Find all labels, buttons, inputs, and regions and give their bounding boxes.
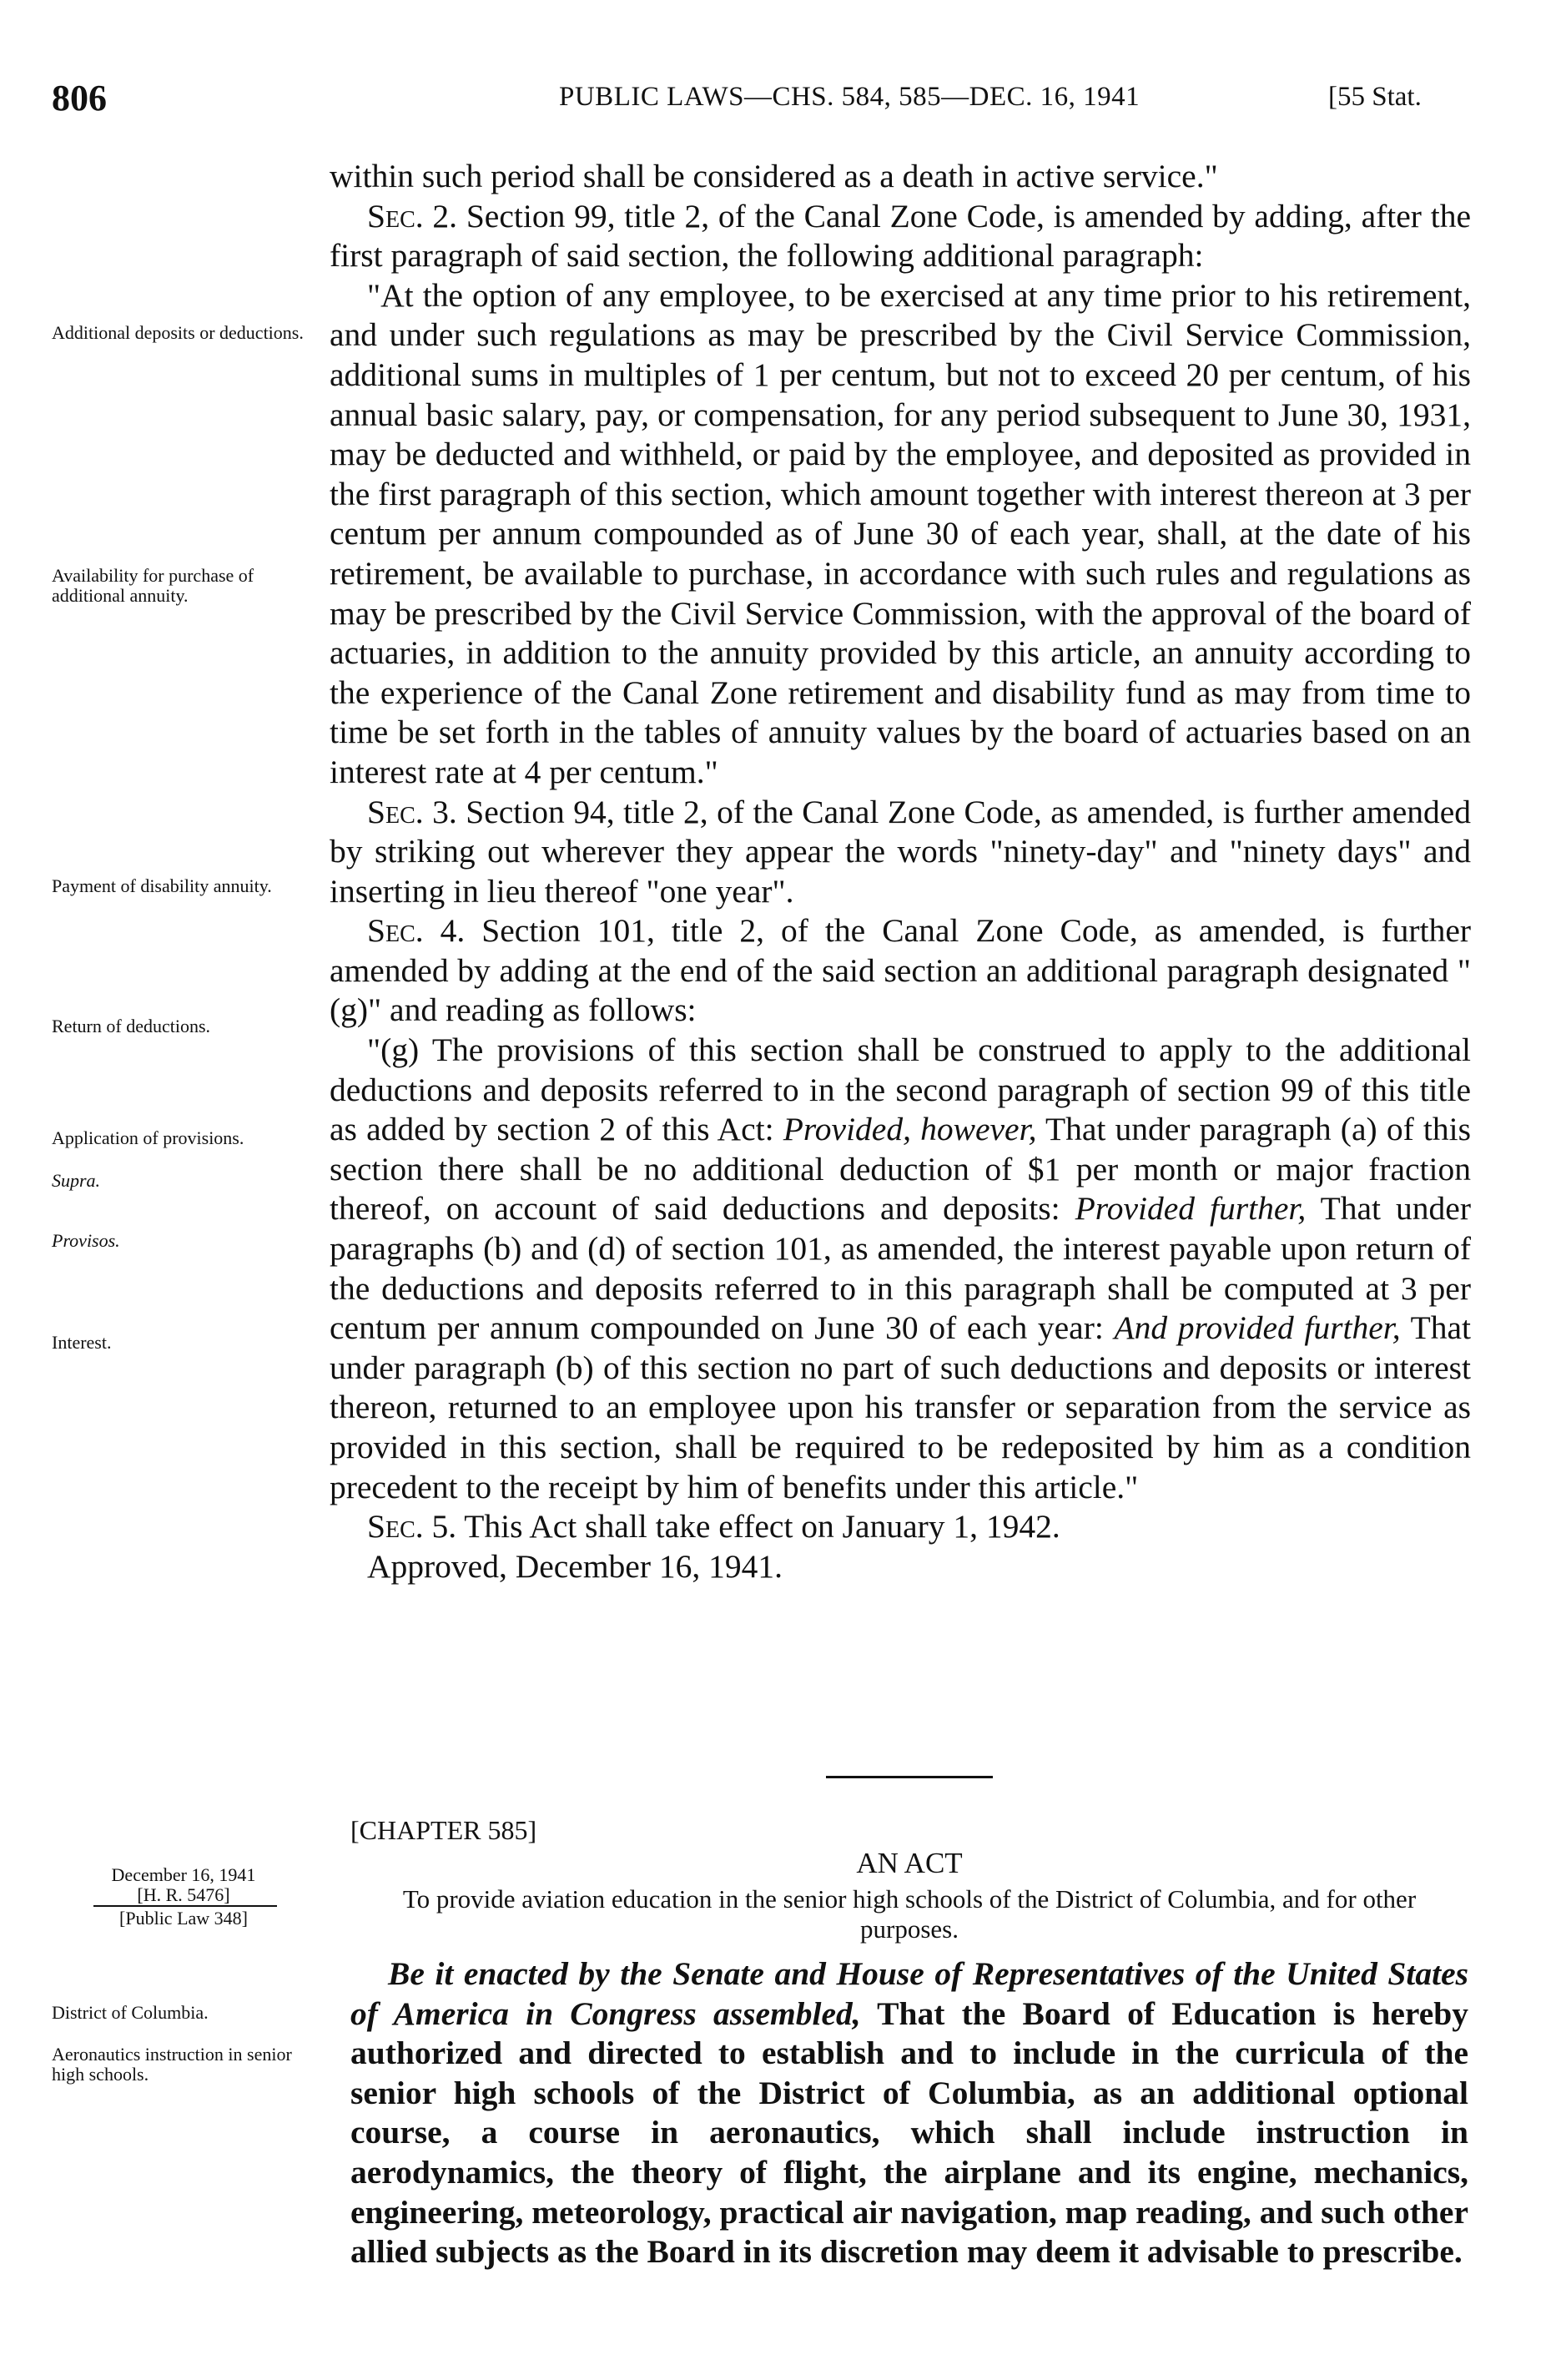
margin-note-payment-disability: Payment of disability annuity. [52,875,272,896]
section-5-label: Sec. 5. [367,1508,457,1545]
section-5-text: This Act shall take effect on January 1, 1942. [464,1508,1060,1545]
page-number: 806 [52,78,107,118]
paragraph-g-part1: "(g) The provisions of this section shall be construed to apply to the additional deductions and deposits referred to in the second paragraph of section 99 of this title as added by section 2 of this Act: [330,1031,1471,1148]
enacting-section [350,1954,1468,2272]
enacting-paragraph [350,1954,1468,2272]
margin-note-date: December 16, 1941 [111,1864,256,1885]
chapter-label: [CHAPTER 585] [350,1815,537,1845]
provided-further: Provided further, [1075,1190,1307,1228]
margin-note-additional-deposits: Additional deposits or deductions. [52,322,304,343]
section-2-label: Sec. 2. [367,197,458,234]
margin-note-public-law: [Public Law 348] [119,1908,248,1929]
section-2 [330,197,1471,276]
margin-note-supra: Supra. [52,1170,101,1191]
provided-however: Provided, however, [783,1111,1037,1148]
section-2-text: Section 99, title 2, of the Canal Zone Code, is amended by adding, after the first paragraph of said section, the following additional paragraph: [330,197,1471,275]
section-3 [330,793,1471,912]
paragraph-g-part3: That under paragraphs (b) and (d) of section 101, as amended, the interest payable upon return of the deductions and deposits referred to in this paragraph shall be computed at 3 per centum per annum compounded on June 30 of each year: [330,1190,1471,1347]
approval-line: Approved, December 16, 1941. [367,1547,783,1585]
section-4-text: Section 101, title 2, of the Canal Zone Code, as amended, is further amended by adding at the end of the said section an additional paragraph designated "(g)" and reading as follows: [330,912,1471,1029]
margin-note-application: Application of provisions. [52,1127,244,1148]
margin-note-dc: District of Columbia. [52,2002,209,2023]
margin-note-availability: Availability for purchase of additional annuity. [52,565,254,606]
paragraph-continuation: within such period shall be considered as a death in active service." [330,158,1218,194]
page-header [52,77,1470,127]
section-4 [330,911,1471,1031]
margin-divider [93,1905,277,1907]
paragraph-g-part2: That under paragraph (a) of this section there shall be no additional deduction of $1 per month or major fraction thereof, on account of said deductions and deposits: [330,1111,1472,1228]
act-purpose: To provide aviation education in the senior high schools of the District of Columbia, and for other purposes. [402,1884,1417,1944]
margin-note-interest: Interest. [52,1332,112,1353]
paragraph-g-part4: That under paragraph (b) of this section no part of such deductions and deposits or interest thereon, returned to an employee upon his transfer or separation from the service as provided in this section, shall be required to be redeposited by him as a condition precedent to the receipt by him of benefits under this article." [330,1309,1472,1505]
statute-reference: [55 Stat. [1328,82,1422,112]
margin-note-bill: [H. R. 5476] [137,1884,230,1905]
section-5 [330,1507,1471,1547]
chapter-separator [826,1776,993,1778]
section-3-label: Sec. 3. [367,793,457,830]
margin-note-return-deductions: Return of deductions. [52,1016,211,1036]
quoted-paragraph-additional-deposits: "At the option of any employee, to be exercised at any time prior to his retirement, and under such regulations as may be prescribed by the Civil Service Commission, additional sums in multiples of 1 per centum, but not to exceed 20 per centum, of his annual basic salary, pay, or compensation, for any period subsequent to June 30, 1931, may be deducted and withheld, or paid by the employee, and deposited as provided in the first paragraph of this section, which amount together with interest thereon at 3 per centum per annum compounded as of June 30 of each year, shall, at the date of his retirement, be available to purchase, in accordance with such rules and regulations as may be prescribed by the Civil Service Commission, with the approval of the board of actuaries, in addition to the annuity provided by this article, an annuity according to the experience of the Canal Zone retirement and disability fund as may from time to time be set forth in the tables of annuity values by the board of actuaries based on an interest rate at 4 per centum." [330,276,1471,790]
paragraph-g [330,1031,1471,1507]
and-provided-further: And provided further, [1114,1309,1401,1347]
act-heading: AN ACT [856,1847,963,1879]
enacting-clause: Be it enacted by the Senate and House of Representatives of the United States of America in Congress assembled, [350,1955,1468,2032]
section-3-text: Section 94, title 2, of the Canal Zone Code, as amended, is further amended by striking out wherever they appear the words "ninety-day" and "ninety days" and inserting in lieu thereof "one year". [330,793,1472,910]
enacting-text: That the Board of Education is hereby authorized and directed to establish and to include in the curricula of the senior high schools of the District of Columbia, as an additional optional course, a course in aeronautics, which shall include instruction in aerodynamics, the theory of flight, the airplane and its engine, mechanics, engineering, meteorology, practical air navigation, map reading, and such other allied subjects as the Board in its discretion may deem it advisable to prescribe. [350,1994,1468,2271]
margin-note-provisos: Provisos. [52,1230,120,1251]
section-4-label: Sec. 4. [367,912,466,950]
margin-note-aeronautics: Aeronautics instruction in senior high schools. [52,2044,292,2085]
main-text [330,157,1471,1586]
running-title: PUBLIC LAWS—CHS. 584, 585—DEC. 16, 1941 [559,82,1141,112]
